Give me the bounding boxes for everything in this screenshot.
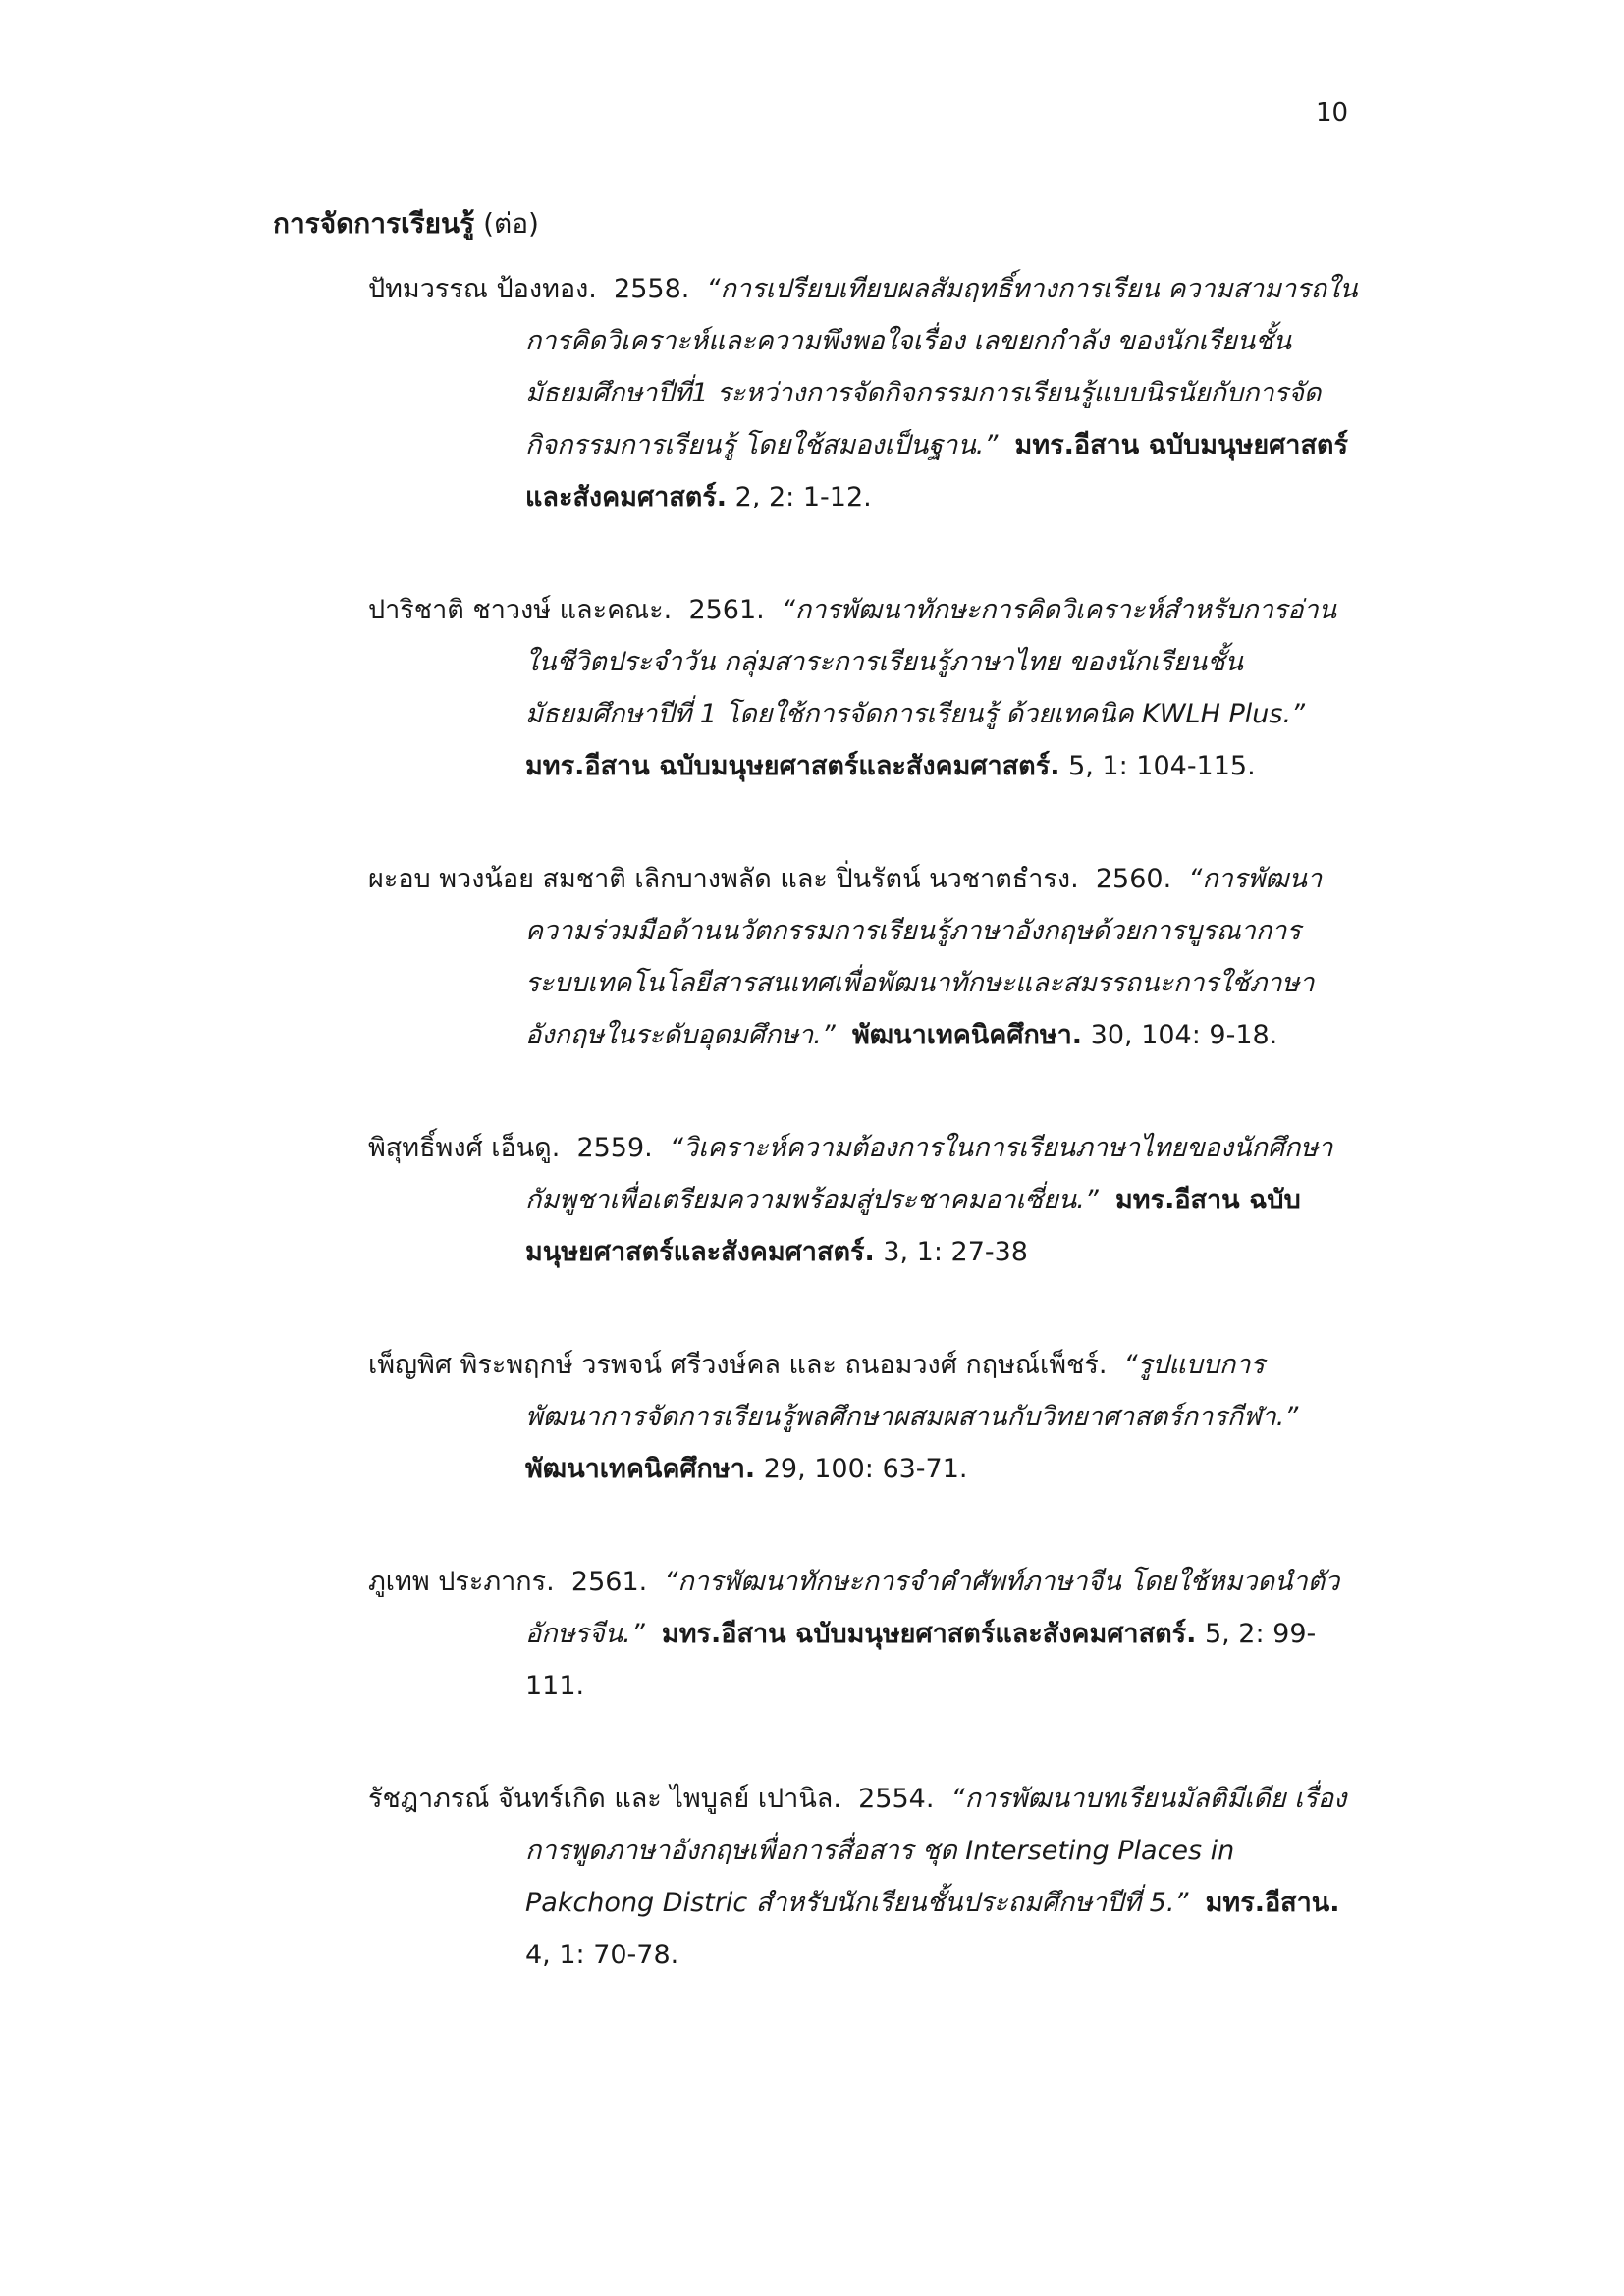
reference-title: “การพัฒนาทักษะการคิดวิเคราะห์สำหรับการอ่านในชีวิตประจำวัน กลุ่มสาระการเรียนรู้ภาษาไทย ของนักเรียนชั้นมัธยมศึกษาปีที่ 1 โดยใช้การจัดการเรียนรู้ ด้วยเทคนิค KWLH Plus.”	[525, 595, 1337, 729]
reference-details: 3, 1: 27-38	[883, 1237, 1028, 1267]
reference-details: 4, 1: 70-78.	[525, 1940, 679, 1970]
reference-title: “การพัฒนาบทเรียนมัลติมีเดีย เรื่องการพูดภาษาอังกฤษเพื่อการสื่อสาร ชุด Interseting Places in Pakchong Distric สำหรับนักเรียนชั้นประถมศึกษาปีที่ 5.”	[525, 1784, 1347, 1918]
reference-title: “วิเคราะห์ความต้องการในการเรียนภาษาไทยของนักศึกษากัมพูชาเพื่อเตรียมความพร้อมสู่ประชาคมอาเซี่ยน.”	[525, 1133, 1333, 1215]
reference-journal: พัฒนาเทคนิคศึกษา.	[851, 1020, 1083, 1050]
reference-journal: มทร.อีสาน ฉบับมนุษยศาสตร์และสังคมศาสตร์.	[525, 1185, 1301, 1267]
reference-title: “การพัฒนาความร่วมมือด้านนวัตกรรมการเรียนรู้ภาษาอังกฤษด้วยการบูรณาการระบบเทคโนโลยีสารสนเทศเพื่อพัฒนาทักษะและสมรรถนะการใช้ภาษาอังกฤษในระดับอุดมศึกษา.”	[525, 864, 1323, 1050]
reference-authors: ปาริชาติ ชาวงษ์ และคณะ.	[368, 595, 673, 625]
reference-details: 29, 100: 63-71.	[763, 1454, 968, 1484]
reference-entry	[368, 1773, 1360, 1981]
reference-year: 2561.	[570, 1567, 648, 1597]
reference-authors: ปัทมวรรณ ป้องทอง.	[368, 274, 597, 304]
reference-title: “การพัฒนาทักษะการจำคำศัพท์ภาษาจีน โดยใช้หมวดนำตัวอักษรจีน.”	[525, 1567, 1340, 1649]
reference-authors: เพ็ญพิศ พิระพฤกษ์ วรพจน์ ศรีวงษ์คล และ ถนอมวงศ์ กฤษณ์เพ็ชร์.	[368, 1350, 1108, 1380]
reference-list	[368, 263, 1360, 2042]
reference-entry	[368, 853, 1360, 1061]
reference-authors: ภูเทพ ประภากร.	[368, 1567, 555, 1597]
reference-entry	[368, 584, 1360, 792]
reference-entry	[368, 1122, 1360, 1278]
reference-year: 2559.	[576, 1133, 653, 1163]
reference-details: 5, 1: 104-115.	[1068, 751, 1256, 781]
reference-details: 2, 2: 1-12.	[734, 482, 872, 512]
reference-title: “การเปรียบเทียบผลสัมฤทธิ์ทางการเรียน ความสามารถในการคิดวิเคราะห์และความพึงพอใจเรื่อง เลขยกกำลัง ของนักเรียนชั้นมัธยมศึกษาปีที่1 ระหว่างการจัดกิจกรรมการเรียนรู้แบบนิรนัยกับการจัดกิจกรรมการเรียนรู้ โดยใช้สมองเป็นฐาน.”	[525, 274, 1358, 460]
reference-title: “รูปแบบการพัฒนาการจัดการเรียนรู้พลศึกษาผสมผสานกับวิทยาศาสตร์การกีฬา.”	[525, 1350, 1299, 1432]
reference-journal: พัฒนาเทคนิคศึกษา.	[525, 1454, 756, 1484]
reference-entry	[368, 1556, 1360, 1712]
reference-journal: มทร.อีสาน.	[1205, 1888, 1340, 1918]
reference-authors: ผะอบ พวงน้อย สมชาติ เลิกบางพลัด และ ปิ่นรัตน์ นวชาตธำรง.	[368, 864, 1079, 894]
reference-year: 2560.	[1095, 864, 1172, 894]
reference-authors: พิสุทธิ์พงศ์ เอ็นดู.	[368, 1133, 561, 1163]
reference-year: 2554.	[858, 1784, 935, 1814]
reference-journal: มทร.อีสาน ฉบับมนุษยศาสตร์และสังคมศาสตร์.	[525, 430, 1348, 512]
reference-authors: รัชฎาภรณ์ จันทร์เกิด และ ไพบูลย์ เปานิล.	[368, 1784, 841, 1814]
reference-entry	[368, 263, 1360, 523]
reference-entry	[368, 1339, 1360, 1495]
reference-year: 2561.	[688, 595, 765, 625]
reference-journal: มทร.อีสาน ฉบับมนุษยศาสตร์และสังคมศาสตร์.	[661, 1619, 1197, 1649]
reference-details: 5, 2: 99-111.	[525, 1619, 1317, 1701]
section-heading	[273, 202, 539, 245]
reference-year: 2558.	[614, 274, 690, 304]
section-heading-title: การจัดการเรียนรู้	[273, 207, 475, 240]
page-number: 10	[1316, 98, 1349, 128]
reference-journal: มทร.อีสาน ฉบับมนุษยศาสตร์และสังคมศาสตร์.	[525, 751, 1060, 781]
section-heading-suffix: (ต่อ)	[474, 207, 539, 240]
reference-details: 30, 104: 9-18.	[1090, 1020, 1278, 1050]
